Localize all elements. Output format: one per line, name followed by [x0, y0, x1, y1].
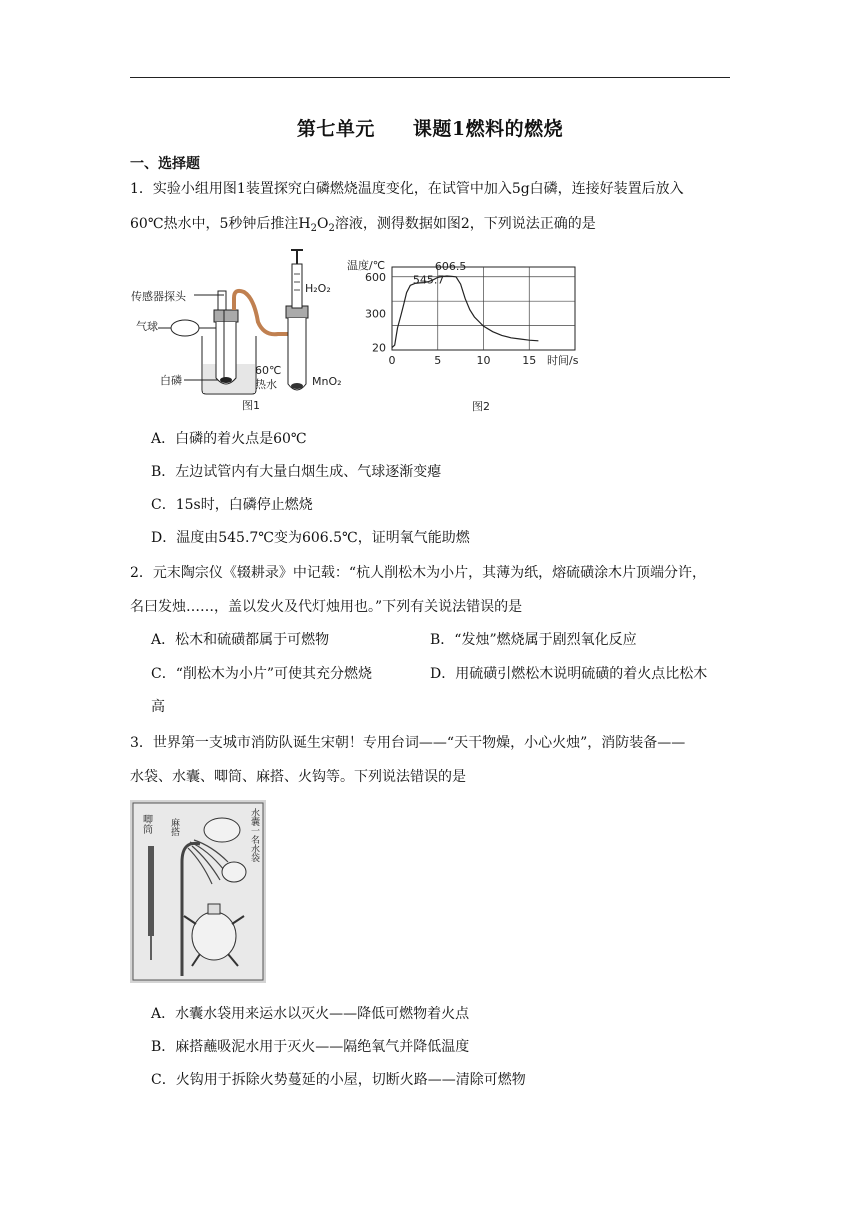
q1-line1: 1．实验小组用图1装置探究白磷燃烧温度变化，在试管中加入5g白磷，连接好装置后放入: [130, 181, 684, 197]
mno2-solid: [291, 383, 303, 389]
q3-line2: 水袋、水囊、唧筒、麻搭、火钩等。下列说法错误的是: [130, 769, 466, 785]
x-tick-label: 0: [388, 354, 396, 367]
right-test-tube: [288, 318, 306, 390]
pump-tube: [148, 846, 154, 936]
water-bag-top: [204, 818, 240, 842]
firefighting-woodcut: [130, 800, 266, 983]
unit-title: 第七单元: [296, 118, 375, 140]
x-tick-label: 10: [476, 354, 491, 367]
syringe-barrel: [292, 264, 302, 308]
y-axis-label: 温度/℃: [347, 259, 386, 272]
figure1-caption: 图1: [242, 399, 260, 412]
data-annotation: 545.7: [412, 273, 445, 287]
q2-option-d-tail: 高: [151, 699, 165, 715]
connecting-tube: [234, 291, 288, 334]
water-bag-large: [192, 912, 236, 960]
q2-line2: 名曰发烛……，盖以发火及代灯烛用也。”下列有关说法错误的是: [130, 599, 523, 615]
figure2-chart: [345, 254, 595, 416]
q1-option-b[interactable]: B．左边试管内有大量白烟生成、气球逐渐变瘪: [151, 464, 442, 480]
y-tick-label: 600: [365, 270, 386, 284]
label-sensor: 传感器探头: [131, 290, 186, 303]
label-mno2: MnO₂: [312, 375, 342, 388]
q1-line2: 60℃热水中，5秒钟后推注$H_2O_2$溶液，测得数据如图2，下列说法正确的是: [130, 216, 596, 234]
q1-option-d[interactable]: D．温度由545.7℃变为606.5℃，证明氧气能助燃: [151, 530, 470, 546]
water-bag-middle: [222, 862, 246, 882]
x-tick-label: 15: [522, 354, 537, 367]
label-phosphorus: 白磷: [160, 374, 182, 387]
data-annotation: 606.5: [434, 259, 467, 273]
q1-option-a[interactable]: A．白磷的着火点是60℃: [151, 431, 307, 447]
label-water-temp: 60℃: [255, 364, 282, 377]
figure1-apparatus: [128, 244, 353, 416]
q2-option-a[interactable]: A．松木和硫磺都属于可燃物: [151, 632, 330, 648]
q3-option-a[interactable]: A．水囊水袋用来运水以灭火——降低可燃物着火点: [151, 1006, 470, 1022]
section-heading: 一、选择题: [130, 156, 200, 172]
x-axis-label: 时间/s: [547, 354, 579, 367]
figure2-caption: 图2: [472, 400, 490, 413]
header-rule: [130, 77, 730, 78]
water-bag-neck: [208, 904, 220, 914]
label-h2o2: H₂O₂: [305, 282, 331, 295]
q3-option-c[interactable]: C．火钩用于拆除火势蔓延的小屋，切断火路——清除可燃物: [151, 1072, 526, 1088]
x-tick-label: 5: [434, 354, 442, 367]
left-stopper: [214, 310, 238, 322]
y-tick-label: 300: [365, 307, 386, 321]
series-line: [392, 276, 538, 348]
left-test-tube: [216, 322, 236, 384]
woodcut-label-mop: 麻搭: [169, 818, 179, 836]
page-title: [0, 114, 860, 141]
label-water: 热水: [255, 378, 277, 391]
woodcut-label-right: 水囊一名水袋: [249, 808, 259, 862]
q2-option-b[interactable]: B．“发烛”燃烧属于剧烈氧化反应: [430, 632, 637, 648]
q2-line1: 2．元末陶宗仪《辍耕录》中记载：“杭人削松木为小片，其薄为纸，熔硫磺涂木片顶端分许，: [130, 565, 707, 581]
woodcut-label-pump: 唧筒: [140, 814, 152, 834]
y-tick-label: 20: [372, 341, 386, 355]
q1-option-c[interactable]: C．15s时，白磷停止燃烧: [151, 497, 313, 513]
balloon-shape: [171, 320, 199, 336]
q3-option-b[interactable]: B．麻搭蘸吸泥水用于灭火——隔绝氧气并降低温度: [151, 1039, 470, 1055]
q3-line1: 3．世界第一支城市消防队诞生宋朝！专用台词——“天干物燥，小心火烛”，消防装备——: [130, 735, 686, 751]
lesson-title: 课题1燃料的燃烧: [412, 118, 564, 140]
q2-option-c[interactable]: C．“削松木为小片”可使其充分燃烧: [151, 666, 373, 682]
q2-option-d[interactable]: D．用硫磺引燃松木说明硫磺的着火点比松木: [430, 666, 708, 682]
label-balloon: 气球: [136, 320, 158, 333]
white-phosphorus: [220, 377, 232, 383]
